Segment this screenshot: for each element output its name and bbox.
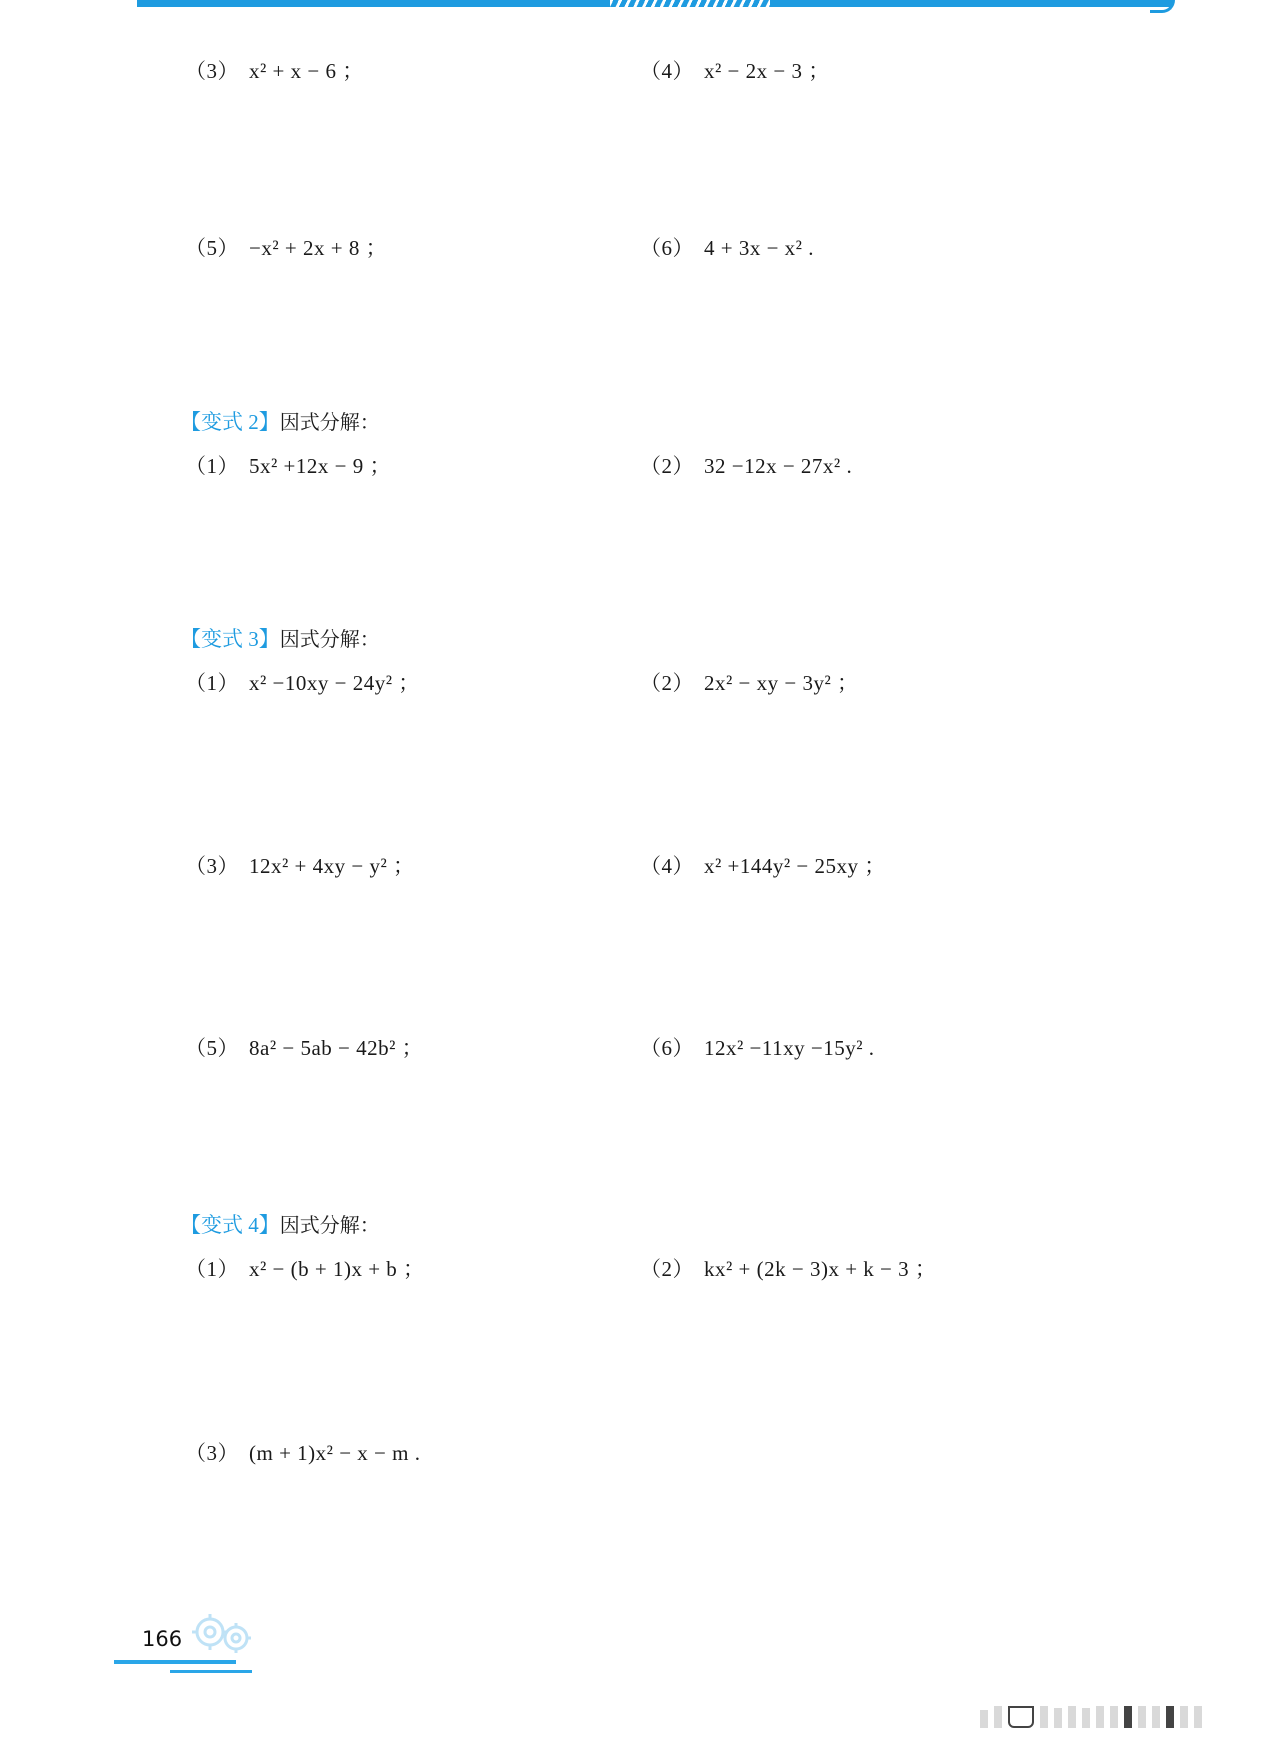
problem-number: （1）: [185, 671, 239, 695]
variant-3-problem-5: [185, 1032, 423, 1062]
problem-expression: 4 + 3x − x² .: [704, 236, 814, 260]
variant-3-problem-4: [640, 850, 886, 880]
problem-expression: x² + x − 6 ；: [249, 59, 364, 83]
problem-number: （2）: [640, 454, 694, 478]
variant-4-heading: [180, 1209, 380, 1239]
variant-3-problem-3: [185, 850, 415, 880]
variant-2-problem-1: [185, 450, 391, 480]
page-underline: [114, 1660, 236, 1664]
problem-number: （2）: [640, 671, 694, 695]
variant-title: 因式分解：: [279, 1213, 380, 1237]
variant-2-heading: [180, 406, 380, 436]
variant-title: 因式分解：: [279, 410, 380, 434]
header-bar-pattern: [610, 0, 770, 7]
variant-tag: 【变式 3】: [180, 627, 280, 651]
problem-number: （2）: [640, 1257, 694, 1281]
problem-expression: 8a² − 5ab − 42b² ；: [249, 1036, 424, 1060]
problem-expression: 32 −12x − 27x² .: [704, 454, 853, 478]
problem-expression: 12x² −11xy −15y² .: [704, 1036, 875, 1060]
problem-expression: 12x² + 4xy − y² ；: [249, 854, 415, 878]
problem-6: [640, 232, 814, 262]
variant-2-problem-2: [640, 450, 852, 480]
problem-number: （5）: [185, 236, 239, 260]
problem-number: （6）: [640, 236, 694, 260]
variant-3-heading: [180, 623, 380, 653]
variant-tag: 【变式 4】: [180, 1213, 280, 1237]
problem-4: [640, 55, 830, 85]
problem-number: （1）: [185, 1257, 239, 1281]
page-number: 166: [142, 1627, 183, 1651]
problem-expression: x² +144y² − 25xy ；: [704, 854, 886, 878]
problem-number: （3）: [185, 59, 239, 83]
problem-number: （4）: [640, 59, 694, 83]
problem-expression: kx² + (2k − 3)x + k − 3 ；: [704, 1257, 937, 1281]
page-underline-short: [170, 1670, 252, 1673]
decorative-stripes: [980, 1706, 1202, 1728]
variant-3-problem-1: [185, 667, 420, 697]
problem-5: [185, 232, 387, 262]
variant-4-problem-3: [185, 1437, 420, 1467]
problem-3: [185, 55, 364, 85]
problem-expression: x² −10xy − 24y² ；: [249, 671, 420, 695]
problem-number: （6）: [640, 1036, 694, 1060]
variant-title: 因式分解：: [279, 627, 380, 651]
problem-expression: x² − (b + 1)x + b ；: [249, 1257, 425, 1281]
header-bar-curl: [1150, 0, 1175, 13]
problem-number: （5）: [185, 1036, 239, 1060]
problem-expression: (m + 1)x² − x − m .: [249, 1441, 421, 1465]
problem-number: （3）: [185, 1441, 239, 1465]
problem-number: （1）: [185, 454, 239, 478]
variant-4-problem-2: [640, 1253, 936, 1283]
variant-4-problem-1: [185, 1253, 425, 1283]
variant-3-problem-6: [640, 1032, 875, 1062]
problem-number: （4）: [640, 854, 694, 878]
variant-tag: 【变式 2】: [180, 410, 280, 434]
problem-expression: x² − 2x − 3 ；: [704, 59, 830, 83]
variant-3-problem-2: [640, 667, 859, 697]
problem-expression: 2x² − xy − 3y² ；: [704, 671, 859, 695]
problem-expression: −x² + 2x + 8 ；: [249, 236, 388, 260]
gear-icon: [190, 1608, 254, 1660]
problem-expression: 5x² +12x − 9 ；: [249, 454, 391, 478]
problem-number: （3）: [185, 854, 239, 878]
